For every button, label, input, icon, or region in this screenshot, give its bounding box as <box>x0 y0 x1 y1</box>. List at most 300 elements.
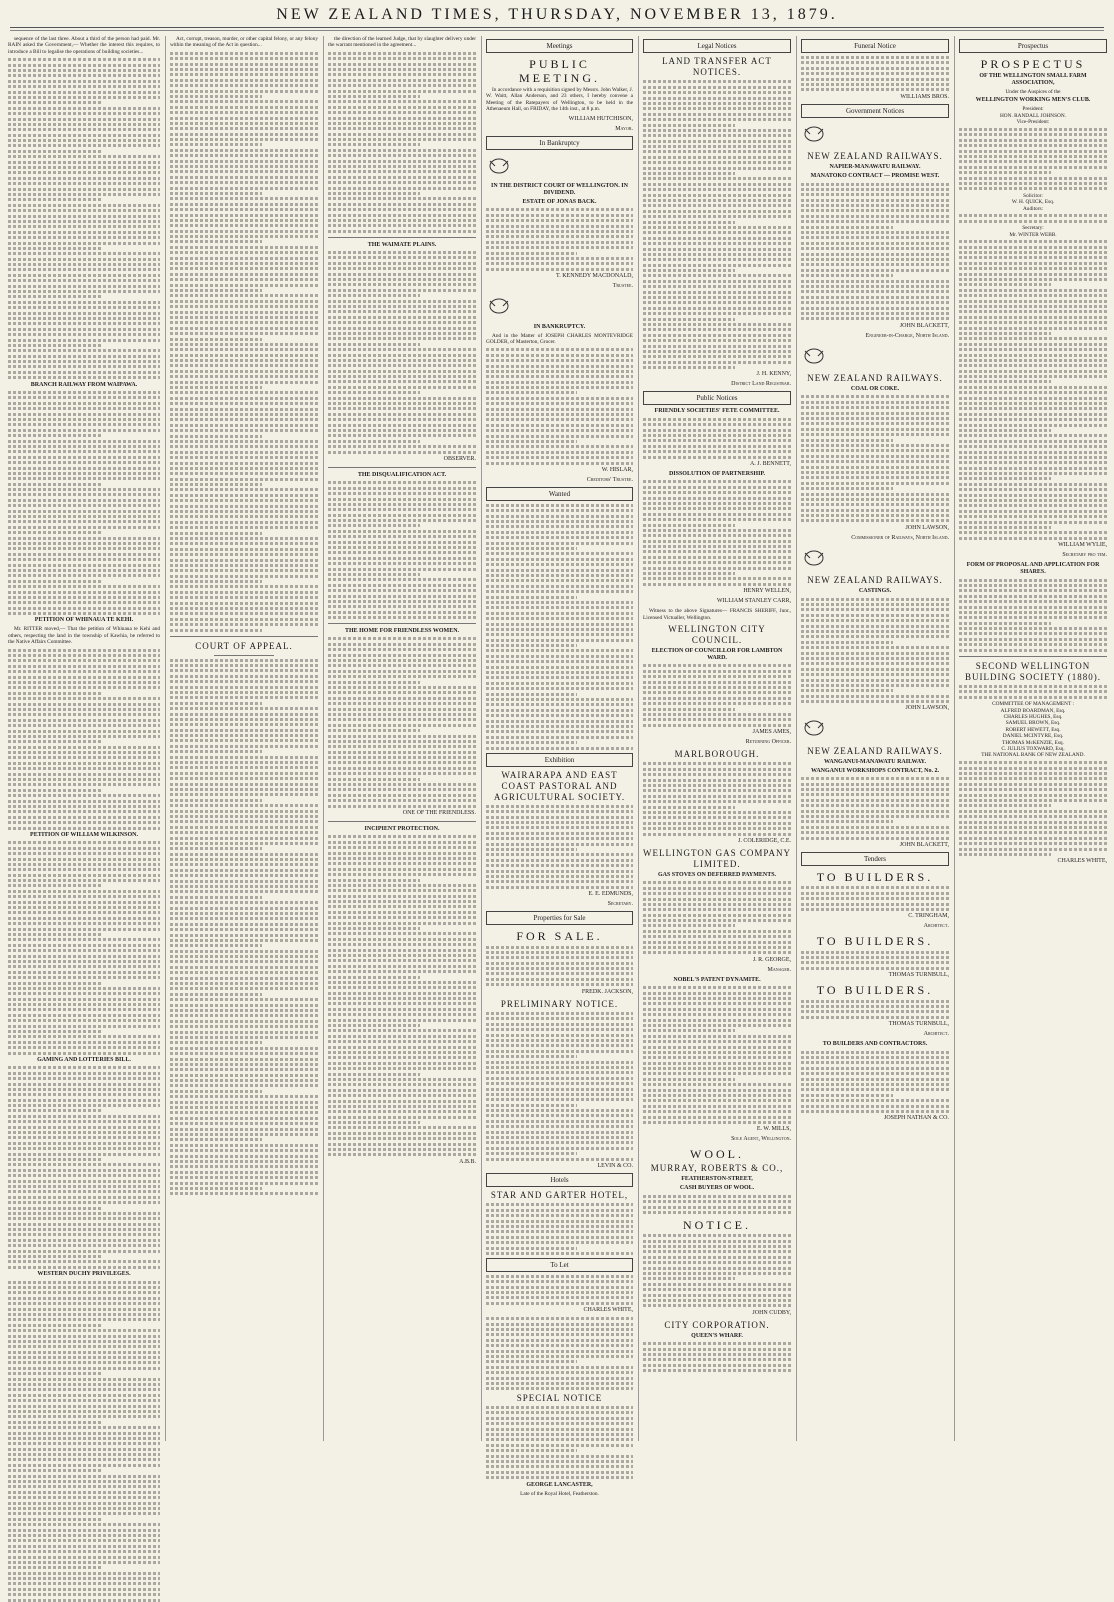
text-line <box>8 1035 160 1038</box>
text-line <box>643 248 791 251</box>
text-line <box>643 445 791 448</box>
text-block <box>486 1406 633 1479</box>
text-line <box>643 898 791 901</box>
text-line <box>959 354 1107 357</box>
text-line <box>486 1082 633 1085</box>
text-line <box>486 612 633 615</box>
text-line <box>959 343 1107 346</box>
text-line <box>170 251 318 254</box>
text-line <box>959 595 1107 598</box>
text-line <box>328 429 476 432</box>
text-line <box>959 429 1051 432</box>
text-line <box>486 1333 633 1336</box>
text-line <box>643 118 791 121</box>
text-line <box>170 429 318 432</box>
advert-title: MURRAY, ROBERTS & CO., <box>650 1163 784 1174</box>
text-line <box>8 1099 160 1102</box>
text-line <box>959 537 1107 540</box>
text-line <box>170 1014 318 1017</box>
text-line <box>801 831 949 834</box>
text-line <box>328 149 476 152</box>
text-line <box>643 718 791 721</box>
text-line <box>959 521 1107 524</box>
text-line <box>486 843 633 846</box>
text-block <box>959 128 1107 190</box>
text-line <box>328 670 476 673</box>
category-heading: To Let <box>486 1258 633 1272</box>
text-line <box>8 982 102 985</box>
text-line <box>643 708 735 711</box>
text-line <box>486 579 633 582</box>
text-line <box>959 262 1107 265</box>
text-line <box>8 1448 160 1451</box>
text-line <box>801 826 949 829</box>
text-line <box>643 480 791 483</box>
text-line <box>643 556 791 559</box>
text-line <box>801 799 949 802</box>
text-line <box>328 1035 476 1038</box>
text-line <box>8 553 160 556</box>
text-line <box>8 204 160 207</box>
text-line <box>801 220 949 223</box>
text-line <box>486 1131 633 1134</box>
text-line <box>8 794 160 797</box>
text-line <box>170 1133 318 1136</box>
text-line <box>328 359 476 362</box>
text-line <box>8 344 102 347</box>
text-line <box>8 285 160 288</box>
divider <box>170 636 318 637</box>
text-line <box>8 58 160 61</box>
text-line <box>486 536 633 539</box>
text-line <box>801 269 949 272</box>
text-line <box>643 1294 791 1297</box>
text-line <box>8 1244 160 1247</box>
text-line <box>170 1031 318 1034</box>
column-divider <box>481 36 482 1441</box>
text-line <box>328 487 476 490</box>
text-line <box>328 932 476 935</box>
text-line <box>959 611 1107 614</box>
text-line <box>486 1344 633 1347</box>
text-line <box>8 312 160 315</box>
text-line <box>643 919 791 922</box>
text-line <box>486 714 633 717</box>
text-line <box>328 176 476 179</box>
text-line <box>8 413 160 416</box>
text-line <box>643 1046 791 1049</box>
text-line <box>8 971 160 974</box>
text-line <box>8 193 160 196</box>
text-line <box>8 96 160 99</box>
text-line <box>801 1016 949 1019</box>
advert-title: FOR SALE. <box>516 929 603 944</box>
text-line <box>959 380 1051 383</box>
text-line <box>8 719 160 722</box>
text-line <box>328 327 476 330</box>
text-line <box>170 338 262 341</box>
text-line <box>486 596 577 599</box>
text-line <box>486 1214 633 1217</box>
text-line <box>959 407 1107 410</box>
text-line <box>8 247 102 250</box>
text-line <box>8 1066 160 1069</box>
text-line <box>486 1438 633 1441</box>
text-line <box>8 128 160 131</box>
text-line <box>643 1234 791 1237</box>
text-line <box>328 981 476 984</box>
text-line <box>170 1192 318 1195</box>
text-line <box>959 627 1107 630</box>
text-line <box>328 133 476 136</box>
text-line <box>486 1455 633 1458</box>
text-line <box>328 959 476 962</box>
text-line <box>643 167 791 170</box>
text-line <box>8 1046 160 1049</box>
text-line <box>8 349 160 352</box>
text-line <box>8 402 160 405</box>
text-block <box>486 1275 633 1305</box>
text-line <box>486 1012 633 1015</box>
text-line <box>170 138 318 141</box>
text-line <box>486 1428 633 1431</box>
advert-signature-title: Engineer-in-Charge, North Island. <box>865 332 949 339</box>
text-line <box>959 434 1107 437</box>
text-line <box>801 897 949 900</box>
text-line <box>8 1442 160 1445</box>
office-holder: W. H. QUICK, Esq. <box>1011 199 1055 206</box>
text-line <box>959 413 1107 416</box>
text-line <box>170 300 318 303</box>
text-line <box>170 57 318 60</box>
text-block <box>959 685 1107 699</box>
text-line <box>328 1002 476 1005</box>
text-line <box>170 456 318 459</box>
text-line <box>959 799 1107 802</box>
text-line <box>801 88 949 91</box>
text-line <box>486 1114 633 1117</box>
text-line <box>959 246 1107 249</box>
text-line <box>643 1035 791 1038</box>
text-line <box>170 230 318 233</box>
column-parliament-1 <box>8 36 160 1441</box>
text-line <box>643 697 791 700</box>
text-line <box>801 226 893 229</box>
text-line <box>8 123 160 126</box>
text-line <box>959 842 1107 845</box>
text-line <box>643 129 791 132</box>
text-line <box>486 1220 633 1223</box>
text-line <box>643 434 791 437</box>
text-line <box>8 209 160 212</box>
text-line <box>8 1030 102 1033</box>
text-line <box>170 1068 318 1071</box>
text-line <box>170 499 318 502</box>
text-line <box>643 1348 791 1351</box>
text-line <box>801 886 949 889</box>
text-line <box>959 456 1107 459</box>
text-line <box>328 267 476 270</box>
letter-signature: ONE OF THE FRIENDLESS. <box>402 809 476 816</box>
text-line <box>8 998 160 1001</box>
text-line <box>8 692 102 695</box>
text-line <box>801 673 949 676</box>
text-line <box>170 451 318 454</box>
advert-title: WOOL. <box>690 1147 744 1162</box>
text-line <box>801 662 949 665</box>
text-line <box>8 1340 160 1343</box>
text-line <box>643 768 791 771</box>
text-block <box>801 395 949 522</box>
text-line <box>170 596 318 599</box>
text-line <box>959 526 1051 529</box>
text-line <box>170 1041 262 1044</box>
text-line <box>8 188 160 191</box>
text-line <box>959 177 1107 180</box>
advert-signature: CHARLES WHITE, <box>1057 858 1107 865</box>
text-line <box>170 1025 318 1028</box>
text-line <box>328 568 476 571</box>
article-paragraph: the direction of the learned Judge, that by slaughter delivery under the warrant mentioned in the agreement... <box>328 36 476 49</box>
text-line <box>643 328 791 331</box>
text-line <box>170 1149 318 1152</box>
text-line <box>170 820 318 823</box>
text-line <box>959 386 1107 389</box>
text-line <box>8 456 160 459</box>
text-line <box>959 494 1107 497</box>
text-line <box>486 848 577 851</box>
text-line <box>170 537 318 540</box>
text-line <box>170 257 318 260</box>
text-line <box>328 846 476 849</box>
text-line <box>8 1582 160 1585</box>
text-line <box>328 165 476 168</box>
text-line <box>801 1005 949 1008</box>
text-line <box>328 508 476 511</box>
text-line <box>8 955 160 958</box>
text-block <box>486 805 633 889</box>
text-line <box>170 1063 318 1066</box>
text-line <box>170 718 318 721</box>
text-line <box>8 1518 102 1521</box>
text-line <box>8 659 160 662</box>
text-line <box>328 1121 420 1124</box>
text-line <box>486 1141 633 1144</box>
text-line <box>170 1036 318 1039</box>
text-line <box>170 810 318 813</box>
advert-signature: JOSEPH NATHAN & CO. <box>883 1115 949 1122</box>
advert-signature-title: Trustee. <box>612 283 633 290</box>
text-line <box>328 724 476 727</box>
advert-subtitle: WANGANUI-MANAWATU RAILWAY. <box>824 758 926 765</box>
text-line <box>959 788 1107 791</box>
text-line <box>8 1383 160 1386</box>
advert-signature-title: Returning Officer. <box>745 739 791 746</box>
text-line <box>486 520 633 523</box>
category-heading: Funeral Notice <box>801 39 949 53</box>
column-prospectus <box>959 36 1107 1441</box>
text-line <box>170 885 318 888</box>
text-line <box>8 182 160 185</box>
text-line <box>8 1426 160 1429</box>
category-heading: Hotels <box>486 1173 633 1187</box>
text-line <box>8 827 160 830</box>
text-line <box>486 413 633 416</box>
text-line <box>328 1078 476 1081</box>
text-line <box>8 155 160 158</box>
text-line <box>8 933 102 936</box>
text-line <box>959 294 1107 297</box>
text-line <box>486 391 577 394</box>
text-line <box>8 499 160 502</box>
text-line <box>801 777 949 780</box>
text-line <box>801 204 949 207</box>
advert-body: Witness to the above Signatures— FRANCIS SHERIFF, Junr., Licensed Victualler, Wellington. <box>643 608 791 621</box>
text-line <box>328 300 476 303</box>
text-line <box>170 187 318 190</box>
text-line <box>8 821 160 824</box>
text-line <box>328 735 476 738</box>
text-block <box>801 598 949 703</box>
text-line <box>328 1008 476 1011</box>
text-line <box>643 1072 791 1075</box>
text-line <box>170 766 318 769</box>
text-line <box>8 215 160 218</box>
text-line <box>328 664 476 667</box>
text-line <box>8 461 160 464</box>
text-line <box>486 870 633 873</box>
text-line <box>8 697 160 700</box>
column-parliament-2 <box>170 36 318 1441</box>
text-line <box>8 922 160 925</box>
text-line <box>643 334 791 337</box>
text-line <box>328 546 476 549</box>
text-line <box>801 61 949 64</box>
text-line <box>959 402 1107 405</box>
text-line <box>8 1233 160 1236</box>
text-line <box>643 280 791 283</box>
text-line <box>170 170 318 173</box>
text-line <box>959 171 1051 174</box>
text-line <box>328 192 420 195</box>
text-line <box>8 746 160 749</box>
text-line <box>643 423 791 426</box>
text-line <box>8 751 160 754</box>
text-line <box>8 365 160 368</box>
text-line <box>328 783 476 786</box>
text-line <box>801 1072 949 1075</box>
text-line <box>170 117 318 120</box>
text-line <box>486 730 633 733</box>
text-line <box>8 440 160 443</box>
text-line <box>8 467 160 470</box>
text-line <box>486 214 633 217</box>
text-line <box>328 1137 476 1140</box>
text-line <box>486 1044 633 1047</box>
text-line <box>8 1318 160 1321</box>
text-line <box>486 617 633 620</box>
text-line <box>170 488 318 491</box>
text-line <box>328 310 476 313</box>
text-line <box>8 225 160 228</box>
text-line <box>486 983 633 986</box>
text-line <box>170 553 318 556</box>
text-line <box>328 1019 476 1022</box>
text-line <box>328 949 476 952</box>
column-letters <box>328 36 476 1441</box>
text-line <box>8 198 102 201</box>
text-line <box>486 435 633 438</box>
text-line <box>486 1209 633 1212</box>
text-line <box>643 1040 791 1043</box>
text-line <box>959 267 1107 270</box>
text-line <box>328 122 476 125</box>
text-line <box>959 283 1051 286</box>
text-line <box>8 670 160 673</box>
text-line <box>170 998 318 1001</box>
text-line <box>801 695 949 698</box>
text-line <box>8 290 160 293</box>
column-divider <box>638 36 639 1441</box>
text-line <box>959 391 1107 394</box>
royal-arms-icon <box>801 719 827 737</box>
text-line <box>8 1180 160 1183</box>
text-line <box>328 524 420 527</box>
text-line <box>486 590 633 593</box>
text-line <box>328 160 476 163</box>
text-line <box>328 106 476 109</box>
advert-signature: WILLIAM HUTCHISON, <box>568 115 633 122</box>
text-line <box>8 322 160 325</box>
text-line <box>643 1195 791 1198</box>
text-line <box>959 220 1107 223</box>
text-line <box>8 547 160 550</box>
text-block <box>170 52 318 632</box>
text-line <box>170 413 318 416</box>
text-line <box>170 532 262 535</box>
text-line <box>643 1240 791 1243</box>
text-line <box>643 887 791 890</box>
text-line <box>170 327 318 330</box>
text-line <box>801 788 949 791</box>
text-line <box>801 67 949 70</box>
text-line <box>328 1094 476 1097</box>
text-line <box>643 762 791 765</box>
text-line <box>8 735 160 738</box>
text-line <box>8 1153 160 1156</box>
text-line <box>8 1475 160 1478</box>
text-line <box>801 460 949 463</box>
text-line <box>959 772 1107 775</box>
text-line <box>328 111 476 114</box>
text-line <box>170 289 262 292</box>
text-line <box>170 734 318 737</box>
text-line <box>170 664 318 667</box>
text-line <box>486 1360 577 1363</box>
text-line <box>8 1019 160 1022</box>
text-line <box>170 858 318 861</box>
text-line <box>801 1067 949 1070</box>
text-line <box>8 783 160 786</box>
text-line <box>801 903 949 906</box>
text-line <box>328 841 476 844</box>
text-line <box>170 203 318 206</box>
text-line <box>328 884 476 887</box>
text-line <box>486 252 577 255</box>
text-line <box>8 328 160 331</box>
text-line <box>328 386 476 389</box>
text-line <box>959 472 1107 475</box>
